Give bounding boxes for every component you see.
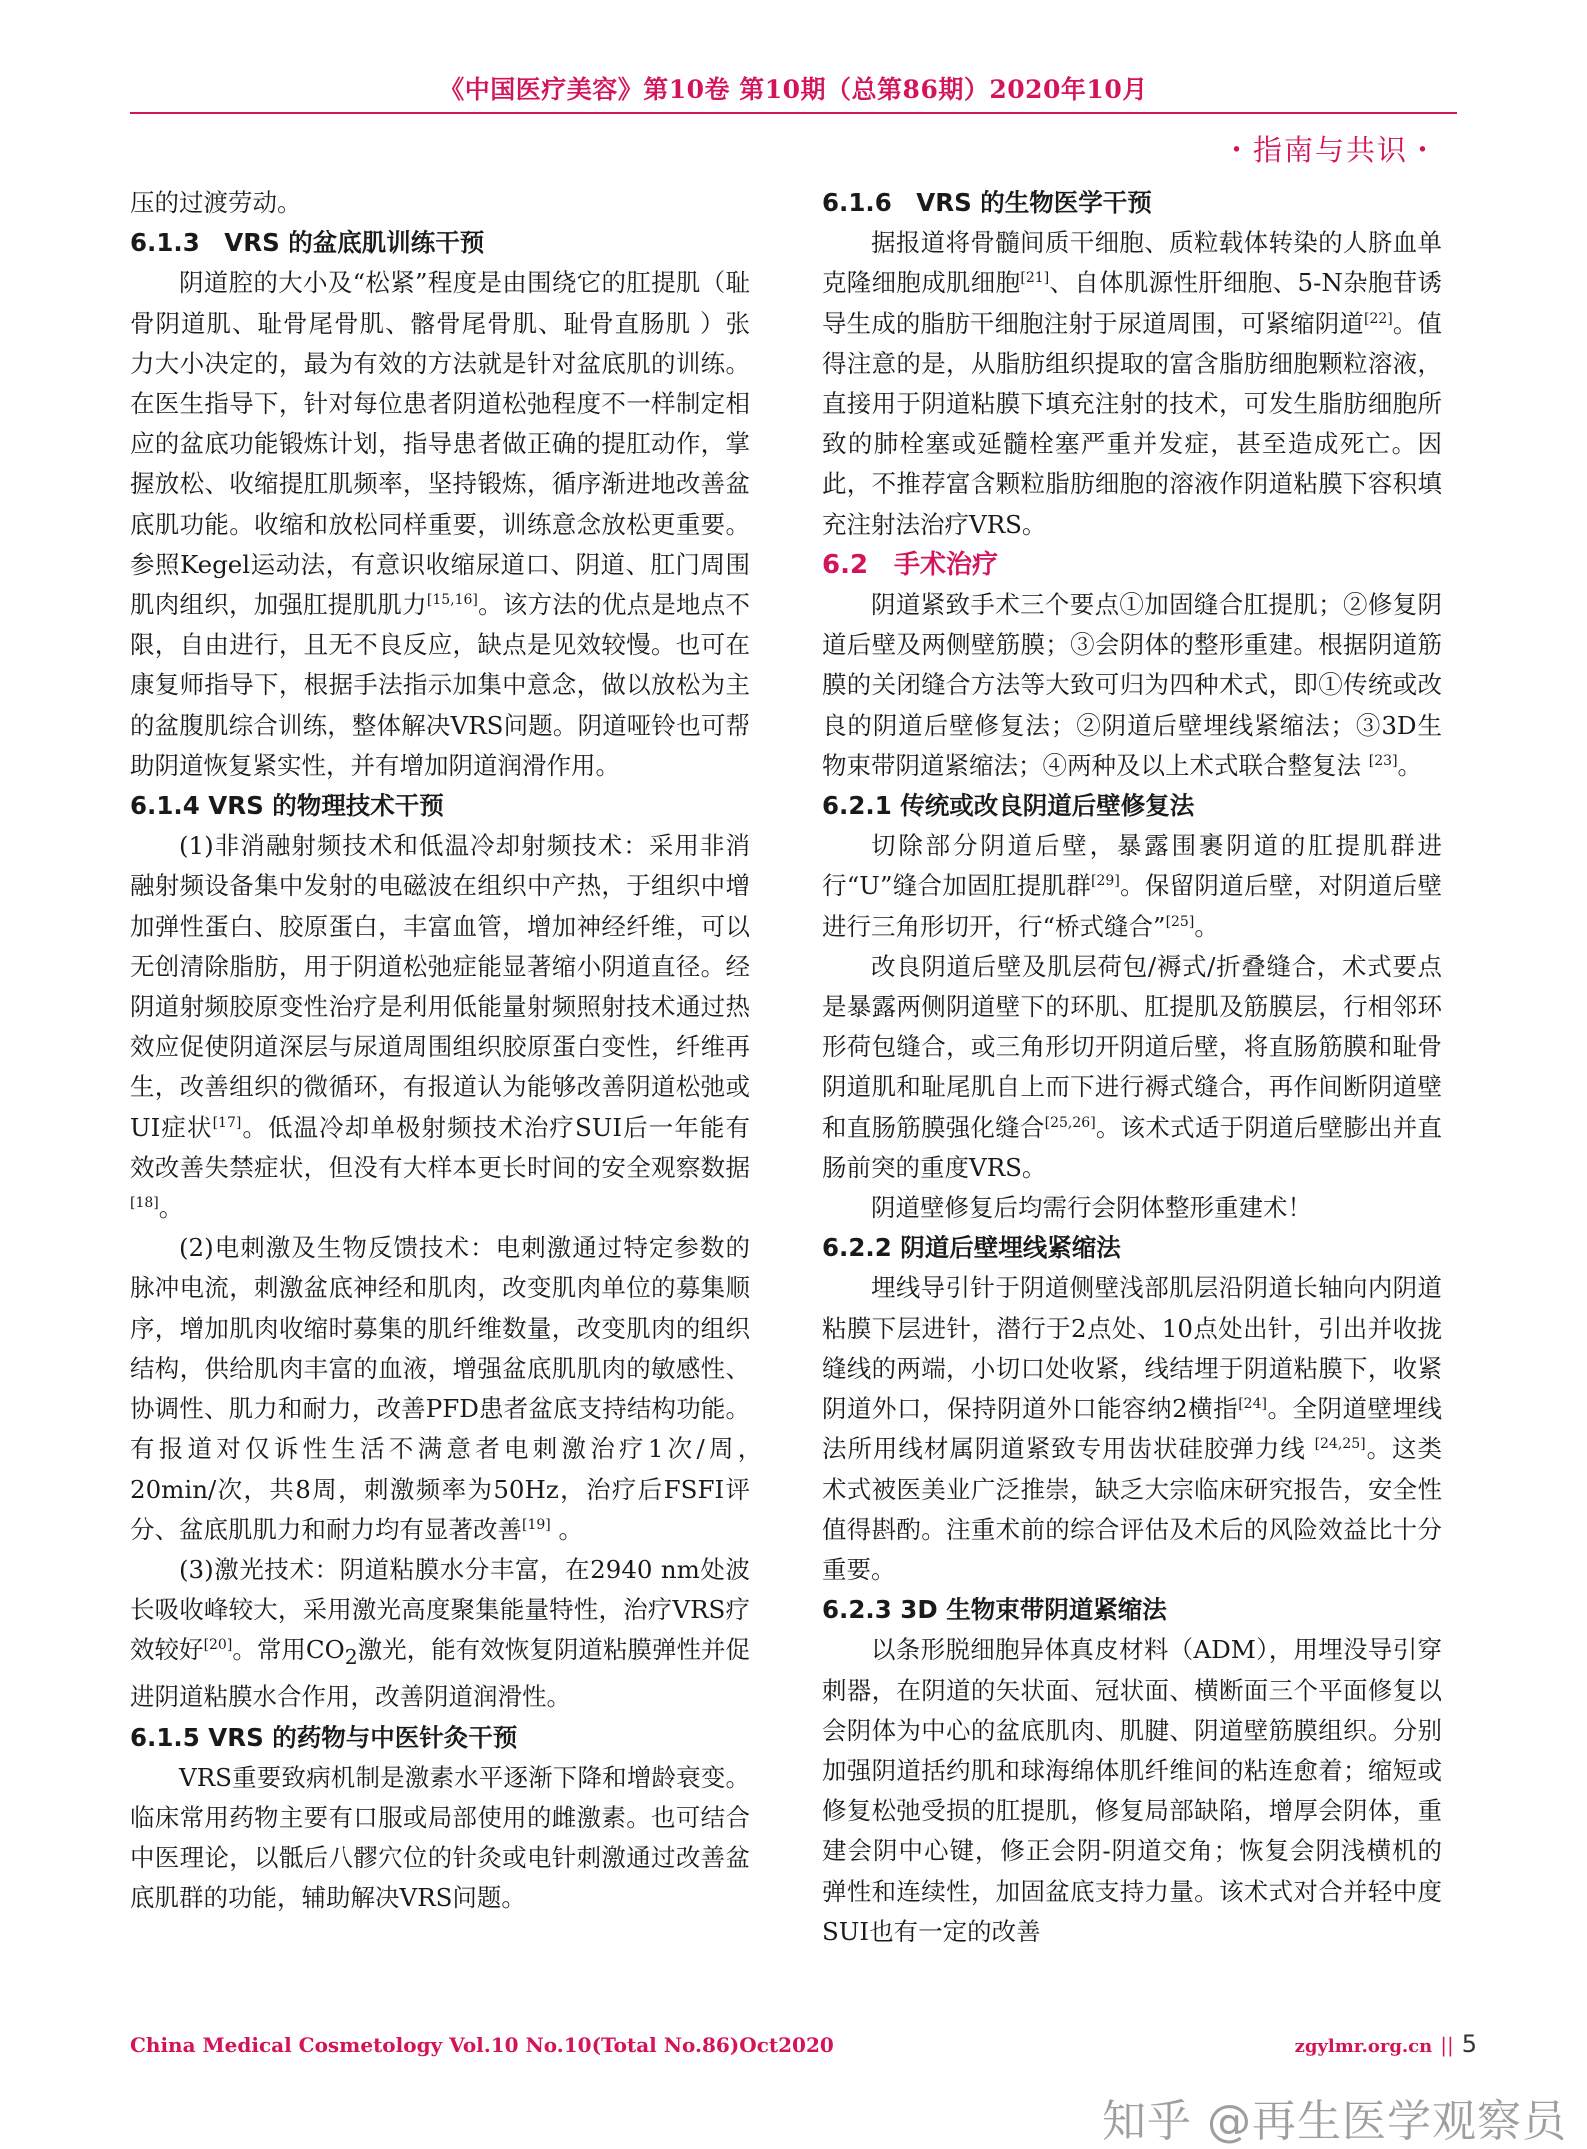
text-run: 。 [1194,911,1219,941]
text-run: 。 [158,1193,184,1223]
paragraph-medication: VRS重要致病机制是激素水平逐渐下降和增龄衰变。临床常用药物主要有口服或局部使用的雌激素。也可结合中医理论，以骶后八髎穴位的针灸或电针刺激通过改善盆底肌群的功能，辅助解决VRS问题。 [130,1762,750,1913]
citation: [17] [212,1114,242,1131]
text-run: 。该方法的优点是地点不限，自由进行，且无不良反应，缺点是见效较慢。也可在康复师指导下，根据手法指示加集中意念，做以放松为主的盆腹肌综合训练，整体解决VRS问题。阴道哑铃也可帮助阴道恢复紧实性，并有增加阴道润滑作用。 [130,590,751,780]
text-run: (1)非消融射频技术和低温冷却射频技术：采用非消融射频设备集中发射的电磁波在组织中产热，于组织中增加弹性蛋白、胶原蛋白，丰富血管，增加神经纤维，可以无创清除脂肪，用于阴道松弛症能显著缩小阴道直径。经阴道射频胶原变性治疗是利用低能量射频照射技术通过热效应促使阴道深层与尿道周围组织胶原蛋白变性，纤维再生，改善组织的微循环，有报道认为能够改善阴道松弛或UI症状 [130,831,750,1142]
citation: [20] [203,1637,233,1654]
paragraph-traditional-repair [822,826,1442,947]
citation: [24] [1238,1396,1267,1413]
text-run: 、自体肌源性肝细胞、5-N杂胞苷诱导生成的脂肪干细胞注射于尿道周围，可紧缩阴道 [822,268,1442,338]
citation: [18] [130,1195,159,1212]
journal-header: 《中国医疗美容》第10卷 第10期（总第86期）2020年10月 [439,75,1148,104]
text-run: 改良阴道后壁及肌层荷包/褥式/折叠缝合，术式要点是暴露两侧阴道壁下的环肌、肛提肌及筋膜层，行相邻环形荷包缝合，或三角形切开阴道后壁，将直肠筋膜和耻骨阴道肌和耻尾肌自上而下进行褥式缝合，再作间断阴道壁和直肠筋膜强化缝合 [822,951,1442,1142]
text-run: 。全阴道壁埋线法所用线材属阴道紧致专用齿状硅胶弹力线 [822,1394,1442,1464]
text-run: 。这类术式被医美业广泛推崇，缺乏大宗临床研究报告，安全性值得斟酌。注重术前的综合评估及术后的风险效益比十分重要。 [822,1434,1443,1584]
paragraph-modified-repair [822,947,1442,1188]
paragraph-electrostimulation [130,1228,775,1550]
paragraph-biomedical [822,223,1442,545]
left-column [130,183,775,1919]
text-run: 激光，能有效恢复阴道粘膜弹性并促进阴道粘膜水合作用，改善阴道润滑性。 [130,1635,750,1712]
footer-site-link[interactable]: zgylmr.org.cn [1294,2036,1433,2057]
section-tag: ・指南与共识・ [1221,133,1439,167]
citation: [24,25] [1314,1436,1366,1453]
text-run: 。 [550,1514,584,1544]
footer-separator: || [1440,2033,1454,2057]
heading-6-1-4: 6.1.4 VRS 的物理技术干预 [130,791,444,821]
text-run: 。值得注意的是，从脂肪组织提取的富含脂肪细胞颗粒溶液，直接用于阴道粘膜下填充注射的技术，可发生脂肪细胞所致的肺栓塞或延髓栓塞严重并发症，甚至造成死亡。因此，不推荐富含颗粒脂肪细胞的溶液作阴道粘膜下容积填充注射法治疗VRS。 [822,308,1443,539]
text-run: 阴道腔的大小及“松紧”程度是由围绕它的肛提肌（耻骨阴道肌、耻骨尾骨肌、髂骨尾骨肌、耻骨直肠肌 ）张力大小决定的，最为有效的方法就是针对盆底肌的训练。在医生指导下，针对每位患者阴道松弛程度不一样制定相应的盆底功能锻炼计划，指导患者做正确的提肛动作，掌握放松、收缩提肛肌频率，坚持锻炼，循序渐进地改善盆底肌功能。收缩和放松同样重要，训练意念放松更重要。参照Kegel运动法，有意识收缩尿道口、阴道、肛门周围肌肉组织，加强肛提肌肌力 [130,268,750,620]
footer-right [1295,2030,1477,2058]
text-run: 阴道紧致手术三个要点①加固缝合肛提肌；②修复阴道后壁及两侧壁筋膜；③会阴体的整形重建。根据阴道筋膜的关闭缝合方法等大致可归为四种术式，即①传统或改良的阴道后壁修复法；②阴道后壁埋线紧缩法；③3D生物束带阴道紧缩法；④两种及以上术式联合整复法 [822,590,1442,780]
heading-6-2: 6.2 手术治疗 [822,549,999,580]
text-run: 。 [1397,750,1423,780]
citation: [21] [1020,270,1050,287]
citation: [25] [1165,913,1195,930]
paragraph-continuation: 压的过渡劳动。 [130,188,302,217]
page-number: 5 [1461,2030,1477,2058]
footer-journal-en: China Medical Cosmetology Vol.10 No.10(Total No.86)Oct2020 [130,2033,834,2057]
paragraph-pelvic-training [130,263,750,786]
heading-6-2-1: 6.2.1 传统或改良阴道后壁修复法 [822,791,1195,821]
citation: [23] [1368,752,1398,769]
text-run: (2)电刺激及生物反馈技术：电刺激通过特定参数的脉冲电流，刺激盆底神经和肌肉，改变肌肉单位的募集顺序，增加肌肉收缩时募集的肌纤维数量，改变肌肉的组织结构，供给肌肉丰富的血液，增强盆底肌肌肉的敏感性、协调性、肌力和耐力，改善PFD患者盆底支持结构功能。有报道对仅诉性生活不满意者电刺激治疗1次/周， 20min/次，共8周，刺激频率为50Hz，治疗后FSFI评分、盆底肌肌力和耐力均有显著改善 [130,1233,775,1544]
text-run: 。常用CO [232,1635,345,1665]
watermark: 知乎 @再生医学观察员 [1102,2096,1567,2147]
text-run: 切除部分阴道后壁，暴露围裹阴道的肛提肌群进行“U”缝合加固肛提肌群 [822,831,1442,901]
heading-6-1-3: 6.1.3 VRS 的盆底肌训练干预 [130,228,485,258]
paragraph-surgery-overview [822,585,1442,786]
text-run: 。保留阴道后壁，对阴道后壁进行三角形切开，行“桥式缝合” [822,871,1442,941]
header-rule [130,112,1457,114]
paragraph-thread-tightening [822,1268,1442,1590]
citation: [29] [1091,873,1120,890]
paragraph-3d-band: 以条形脱细胞异体真皮材料（ADM），用埋没导引穿刺器，在阴道的矢状面、冠状面、横断面三个平面修复以会阴体为中心的盆底肌肉、肌腱、阴道壁筋膜组织。分别加强阴道括约肌和球海绵体肌纤维间的粘连愈着；缩短或修复松弛受损的肛提肌，修复局部缺陷，增厚会阴体，重建会阴中心键，修正会阴-阴道交角；恢复会阴浅横机的弹性和连续性，加固盆底支持力量。该术式对合并轻中度SUI也有一定的改善 [822,1635,1442,1946]
text-run: 。低温冷却单极射频技术治疗SUI后一年能有效改善失禁症状，但没有大样本更长时间的安全观察数据 [130,1112,751,1182]
paragraph-radiofrequency [130,826,750,1228]
citation: [25,26] [1044,1114,1096,1131]
right-column [822,183,1442,1952]
text-run: (3)激光技术：阴道粘膜水分丰富，在2940 nm处波长吸收峰较大，采用激光高度聚集能量特性，治疗VRS疗效较好 [130,1554,750,1665]
citation: [19] [522,1516,551,1533]
citation: [22] [1363,310,1393,327]
text-run: 。该术式适于阴道后壁膨出并直肠前突的重度VRS。 [822,1112,1443,1182]
paragraph-perineal-note: 阴道壁修复后均需行会阴体整形重建术！ [871,1193,1312,1223]
heading-6-2-2: 6.2.2 阴道后壁埋线紧缩法 [822,1233,1121,1263]
heading-6-1-5: 6.1.5 VRS 的药物与中医针灸干预 [130,1722,518,1752]
text-run: 埋线导引针于阴道侧壁浅部肌层沿阴道长轴向内阴道粘膜下层进针，潜行于2点处、10点处出针，引出并收拢缝线的两端，小切口处收紧，线结埋于阴道粘膜下，收紧阴道外口，保持阴道外口能容纳2横指 [822,1273,1442,1424]
text-run: 据报道将骨髓间质干细胞、质粒载体转染的人脐血单克隆细胞成肌细胞 [822,228,1442,298]
subscript: 2 [344,1645,358,1670]
paragraph-laser [130,1550,750,1718]
heading-6-2-3: 6.2.3 3D 生物束带阴道紧缩法 [822,1595,1167,1625]
heading-6-1-6: 6.1.6 VRS 的生物医学干预 [822,188,1152,217]
citation: [15,16] [426,592,478,609]
